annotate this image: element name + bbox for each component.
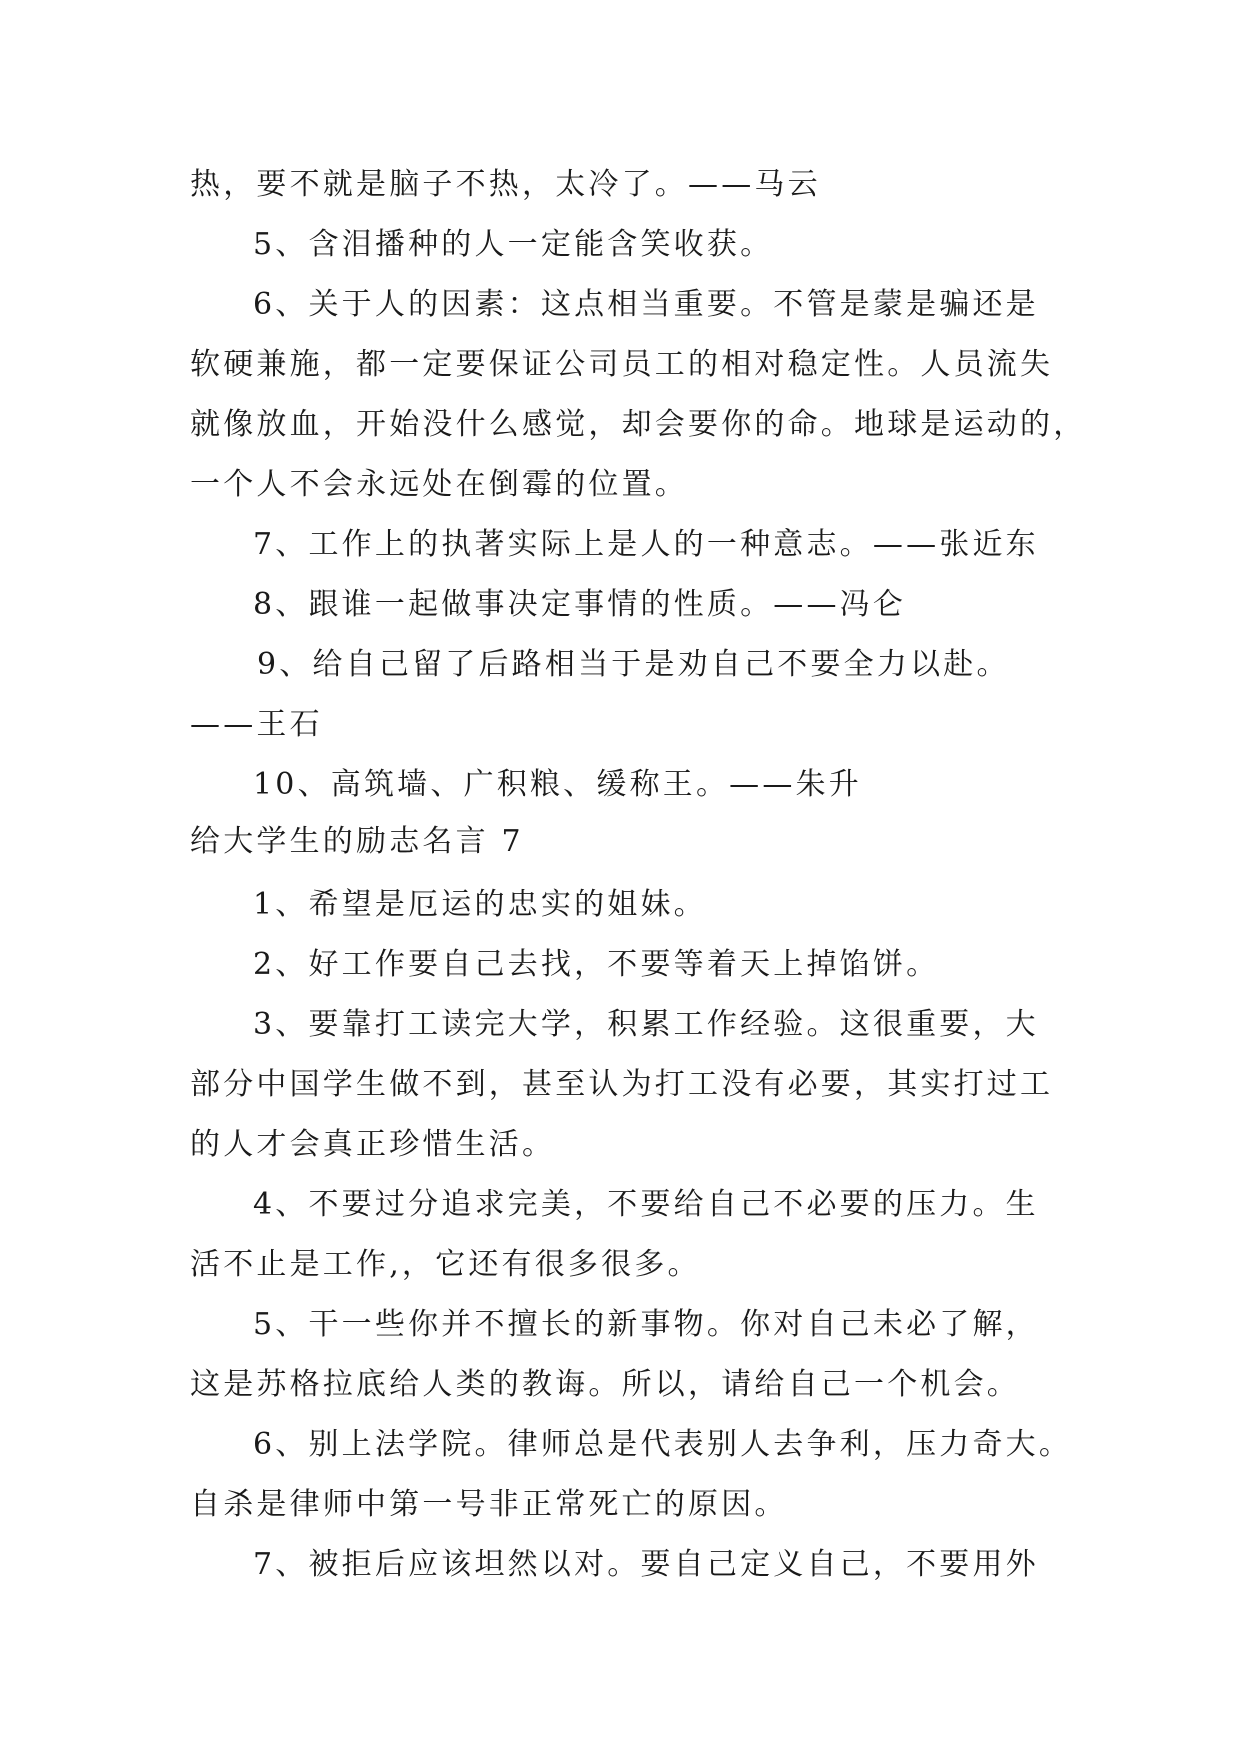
quote-item: 5、含泪播种的人一定能含笑收获。 [253,227,774,262]
text-line: 就像放血，开始没什么感觉，却会要你的命。地球是运动的， [190,407,1087,442]
text-line: ——王石 [190,707,323,742]
quote-item: 2、好工作要自己去找，不要等着天上掉馅饼。 [253,947,940,982]
text-line: 部分中国学生做不到，甚至认为打工没有必要，其实打过工 [190,1067,1054,1102]
quote-item: 4、不要过分追求完美，不要给自己不必要的压力。生 [253,1187,1039,1222]
quote-item: 1、希望是厄运的忠实的姐妹。 [253,887,707,922]
text-line: 自杀是律师中第一号非正常死亡的原因。 [190,1487,788,1522]
text-line: 的人才会真正珍惜生活。 [190,1127,556,1162]
text-line: 一个人不会永远处在倒霉的位置。 [190,467,688,502]
section-heading: 给大学生的励志名言 7 [190,824,524,859]
text-line: 活不止是工作,，它还有很多很多。 [190,1247,701,1282]
quote-item: 8、跟谁一起做事决定事情的性质。——冯仑 [253,587,907,622]
quote-item: 5、干一些你并不擅长的新事物。你对自己未必了解， [253,1307,1039,1342]
quote-item: 10、高筑墙、广积粮、缓称王。——朱升 [253,767,862,802]
quote-item: 7、工作上的执著实际上是人的一种意志。——张近东 [253,527,1039,562]
text-line: 这是苏格拉底给人类的教诲。所以，请给自己一个机会。 [190,1367,1020,1402]
quote-item: 6、别上法学院。律师总是代表别人去争利，压力奇大。 [253,1427,1073,1462]
quote-item: 3、要靠打工读完大学，积累工作经验。这很重要，大 [253,1007,1039,1042]
quote-item: 7、被拒后应该坦然以对。要自己定义自己，不要用外 [253,1547,1039,1582]
quote-item: 9、给自己留了后路相当于是劝自己不要全力以赴。 [257,647,1010,682]
quote-item: 6、关于人的因素：这点相当重要。不管是蒙是骗还是 [253,287,1039,322]
text-line: 软硬兼施，都一定要保证公司员工的相对稳定性。人员流失 [190,347,1054,382]
text-line: 热，要不就是脑子不热，太冷了。——马云 [190,167,821,202]
